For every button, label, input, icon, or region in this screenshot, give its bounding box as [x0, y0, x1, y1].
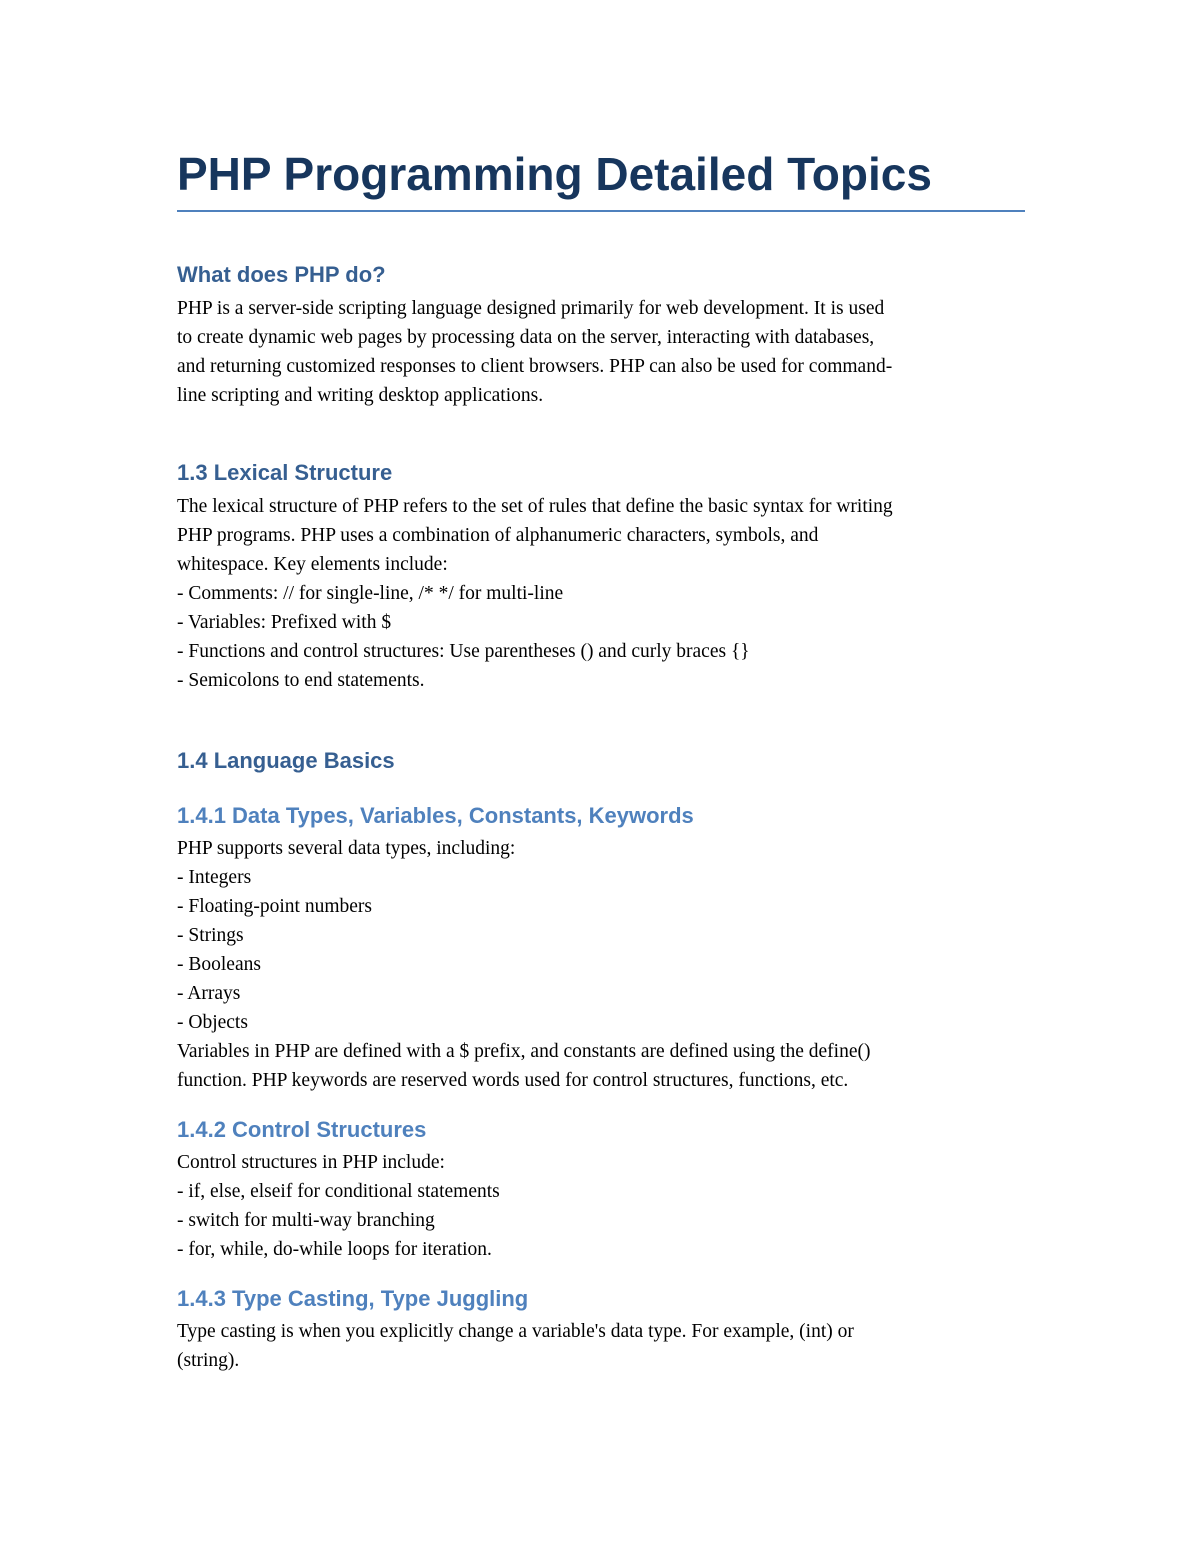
text-line: Control structures in PHP include:	[177, 1152, 445, 1173]
text-line: whitespace. Key elements include:	[177, 554, 448, 575]
text-line: function. PHP keywords are reserved words used for control structures, functions, etc.	[177, 1070, 849, 1091]
section-data-types	[177, 801, 1027, 1095]
section-body	[177, 834, 1027, 1095]
text-line: PHP programs. PHP uses a combination of alphanumeric characters, symbols, and	[177, 525, 819, 546]
section-heading: 1.3 Lexical Structure	[177, 460, 393, 485]
document-title: PHP Programming Detailed Topics	[177, 148, 932, 200]
text-line: PHP is a server-side scripting language designed primarily for web development. It is used	[177, 298, 885, 319]
section-body	[177, 1148, 1027, 1264]
text-line: line scripting and writing desktop applications.	[177, 385, 544, 406]
text-line: Type casting is when you explicitly change a variable's data type. For example, (int) or	[177, 1321, 854, 1342]
list-item: - if, else, elseif for conditional statements	[177, 1181, 500, 1202]
section-body	[177, 492, 1027, 695]
subsection-heading: 1.4.1 Data Types, Variables, Constants, Keywords	[177, 803, 694, 828]
list-item: - Strings	[177, 925, 244, 946]
list-item: - Semicolons to end statements.	[177, 670, 425, 691]
section-type-casting	[177, 1284, 1027, 1375]
document-content	[177, 138, 1027, 1375]
text-line: Variables in PHP are defined with a $ prefix, and constants are defined using the define()	[177, 1041, 871, 1062]
list-item: - Floating-point numbers	[177, 896, 372, 917]
text-line: The lexical structure of PHP refers to the set of rules that define the basic syntax for writing	[177, 496, 893, 517]
list-item: - Objects	[177, 1012, 248, 1033]
list-item: - switch for multi-way branching	[177, 1210, 435, 1231]
text-line: and returning customized responses to client browsers. PHP can also be used for command-	[177, 356, 893, 377]
text-line: to create dynamic web pages by processing data on the server, interacting with databases,	[177, 327, 875, 348]
list-item: - Booleans	[177, 954, 261, 975]
list-item: - Comments: // for single-line, /* */ for multi-line	[177, 583, 564, 604]
text-line: (string).	[177, 1350, 240, 1371]
title-underline	[177, 210, 1025, 212]
text-line: PHP supports several data types, including:	[177, 838, 516, 859]
list-item: - Functions and control structures: Use parentheses () and curly braces {}	[177, 641, 750, 662]
list-item: - Variables: Prefixed with $	[177, 612, 392, 633]
list-item: - Arrays	[177, 983, 241, 1004]
section-control-structures	[177, 1115, 1027, 1264]
list-item: - for, while, do-while loops for iteration.	[177, 1239, 492, 1260]
section-what-php-does	[177, 260, 1027, 410]
section-body	[177, 1317, 1027, 1375]
section-lexical-structure	[177, 458, 1027, 695]
section-body	[177, 294, 1027, 410]
section-heading: 1.4 Language Basics	[177, 748, 395, 773]
section-heading: What does PHP do?	[177, 262, 386, 287]
subsection-heading: 1.4.3 Type Casting, Type Juggling	[177, 1286, 529, 1311]
section-language-basics	[177, 746, 1027, 776]
subsection-heading: 1.4.2 Control Structures	[177, 1117, 427, 1142]
list-item: - Integers	[177, 867, 252, 888]
